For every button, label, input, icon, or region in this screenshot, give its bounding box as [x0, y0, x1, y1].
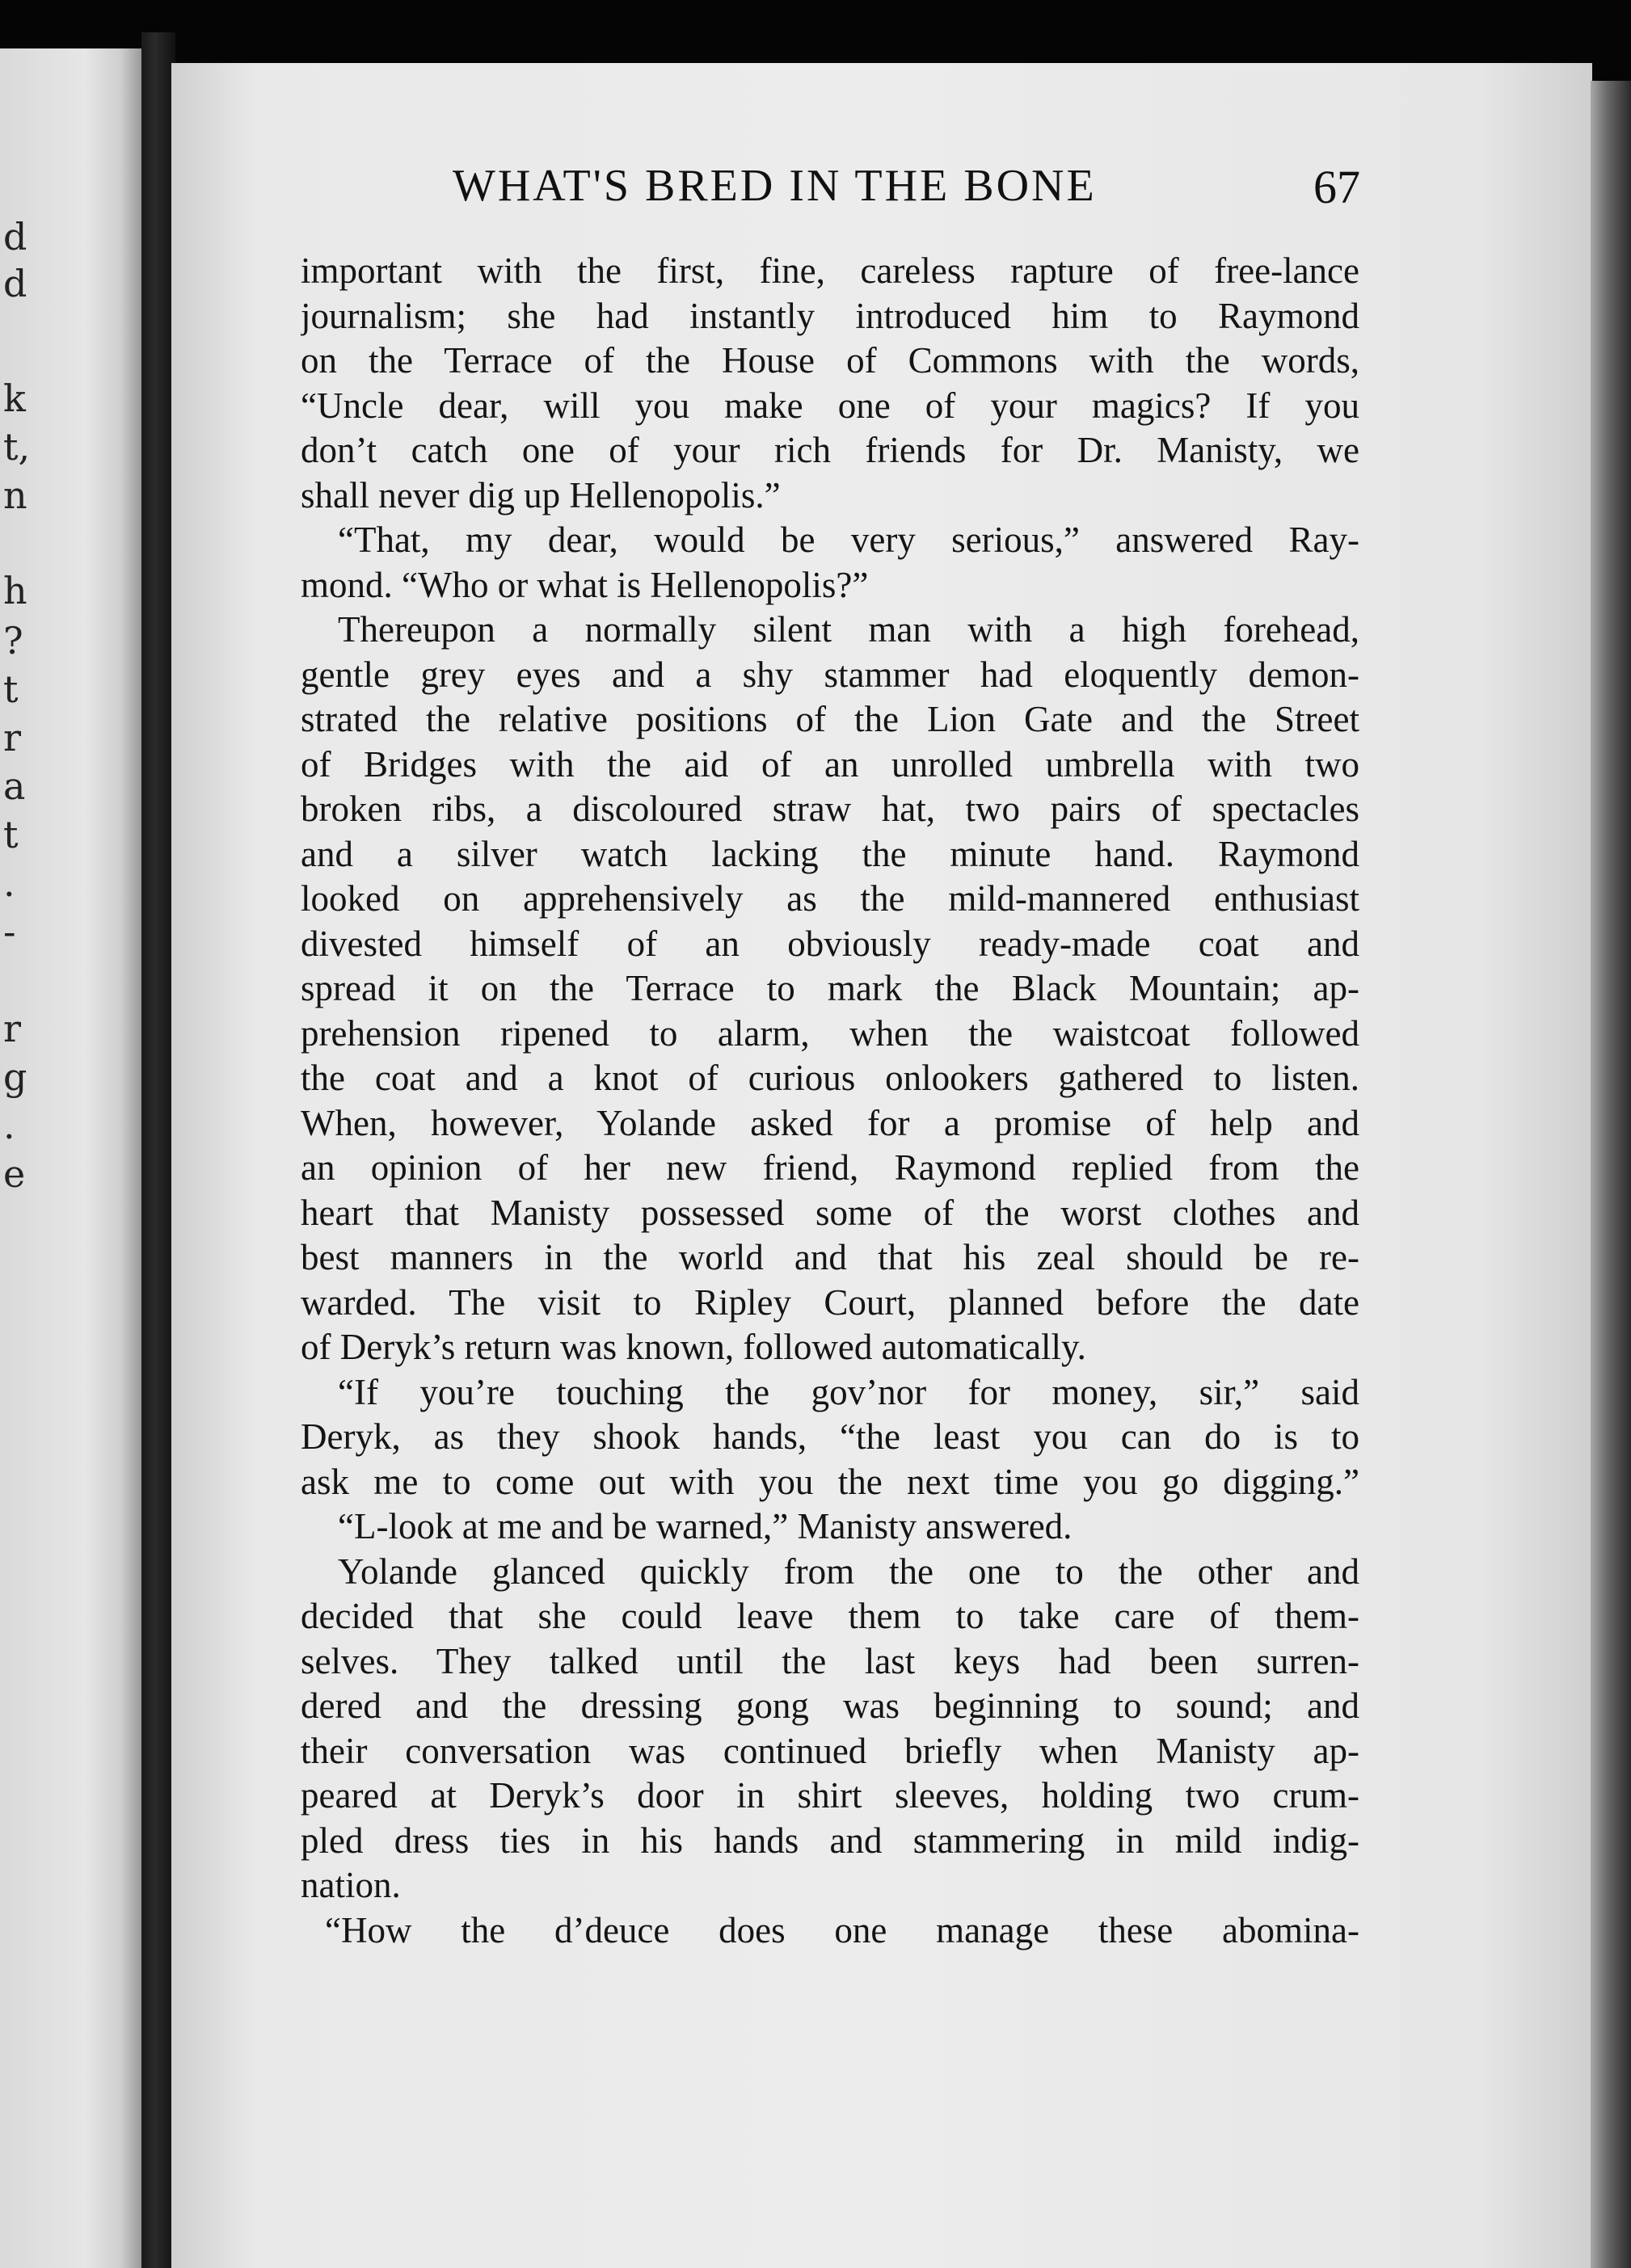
text-line: and a silver watch lacking the minute hand. Raymond: [301, 833, 1359, 874]
text-line: prehension ripened to alarm, when the waistcoat followed: [301, 1012, 1359, 1054]
text-line: peared at Deryk’s door in shirt sleeves, holding two crum-: [301, 1775, 1359, 1816]
left-page-fragment: a: [3, 764, 26, 808]
text-line: shall never dig up Hellenopolis.”: [301, 474, 781, 515]
left-page-fragment: d: [3, 215, 27, 259]
left-page-fragment: t: [3, 813, 19, 856]
left-page-fragment: d: [3, 262, 27, 305]
text-line: warded. The visit to Ripley Court, planned before the date: [301, 1281, 1359, 1323]
text-line: an opinion of her new friend, Raymond replied from the: [301, 1147, 1359, 1188]
text-line: best manners in the world and that his zeal should be re-: [301, 1237, 1359, 1277]
text-line: “That, my dear, would be very serious,” answered Ray-: [338, 520, 1359, 560]
book-gutter: [141, 32, 175, 2268]
left-page-fragment: .: [3, 861, 15, 905]
left-page-fragment: g: [3, 1055, 27, 1099]
text-line: nation.: [301, 1865, 401, 1905]
left-page-fragment: n: [3, 473, 27, 517]
text-line: “L-look at me and be warned,” Manisty answered.: [338, 1506, 1073, 1546]
text-line: looked on apprehensively as the mild-mannered enthusiast: [301, 878, 1359, 919]
text-line: heart that Manisty possessed some of the worst clothes and: [301, 1192, 1359, 1233]
text-line: selves. They talked until the last keys had been surren-: [301, 1640, 1359, 1681]
left-page-cut-text: [0, 48, 48, 2268]
left-page-fragment: t: [3, 667, 19, 711]
text-line: dered and the dressing gong was beginning to sound; and: [301, 1685, 1359, 1726]
text-line: broken ribs, a discoloured straw hat, two pairs of spectacles: [301, 789, 1359, 829]
text-line: decided that she could leave them to take care of them-: [301, 1596, 1359, 1636]
page-number: 67: [1313, 161, 1360, 213]
text-line: the coat and a knot of curious onlookers gathered to listen.: [301, 1058, 1359, 1098]
body-text: [301, 249, 1359, 1953]
text-line: When, however, Yolande asked for a promise of help and: [301, 1102, 1359, 1143]
left-page-fragment: .: [3, 1104, 15, 1147]
running-title: WHAT'S BRED IN THE BONE: [453, 161, 1097, 211]
left-page-fragment: ?: [3, 619, 23, 663]
text-line: gentle grey eyes and a shy stammer had eloquently demon-: [301, 654, 1359, 695]
text-line: strated the relative positions of the Lion Gate and the Street: [301, 699, 1359, 739]
page-edge-shadow: [1591, 81, 1631, 2268]
text-line: of Bridges with the aid of an unrolled umbrella with two: [301, 743, 1359, 785]
text-line: divested himself of an obviously ready-made coat and: [301, 923, 1359, 964]
text-line: “How the d’deuce does one manage these abomina-: [325, 1909, 1359, 1950]
left-page-fragment: k: [3, 377, 26, 420]
left-facing-page: [0, 48, 141, 2268]
text-line: ask me to come out with you the next time you go digging.”: [301, 1461, 1359, 1502]
left-page-fragment: e: [3, 1152, 26, 1196]
left-page-fragment: r: [3, 716, 21, 760]
left-page-fragment: h: [3, 569, 27, 612]
text-line: on the Terrace of the House of Commons with the words,: [301, 340, 1359, 381]
text-line: “If you’re touching the gov’nor for money, sir,” said: [338, 1371, 1359, 1412]
text-line: journalism; she had instantly introduced him to Raymond: [301, 295, 1359, 336]
left-page-fragment: r: [3, 1007, 21, 1050]
left-page-fragment: -: [3, 910, 16, 953]
left-page-fragment: t,: [3, 425, 31, 469]
text-line: their conversation was continued briefly when Manisty ap-: [301, 1730, 1359, 1771]
text-line: Thereupon a normally silent man with a high forehead,: [338, 609, 1359, 650]
text-line: “Uncle dear, will you make one of your magics? If you: [301, 385, 1359, 426]
text-line: mond. “Who or what is Hellenopolis?”: [301, 564, 869, 605]
text-line: spread it on the Terrace to mark the Black Mountain; ap-: [301, 968, 1359, 1008]
text-line: Yolande glanced quickly from the one to the other and: [338, 1551, 1359, 1592]
text-line: important with the first, fine, careless rapture of free-lance: [301, 250, 1359, 291]
text-line: of Deryk’s return was known, followed automatically.: [301, 1327, 1086, 1367]
text-line: don’t catch one of your rich friends for Dr. Manisty, we: [301, 430, 1359, 470]
text-line: Deryk, as they shook hands, “the least you can do is to: [301, 1416, 1359, 1457]
text-line: pled dress ties in his hands and stammering in mild indig-: [301, 1820, 1359, 1861]
